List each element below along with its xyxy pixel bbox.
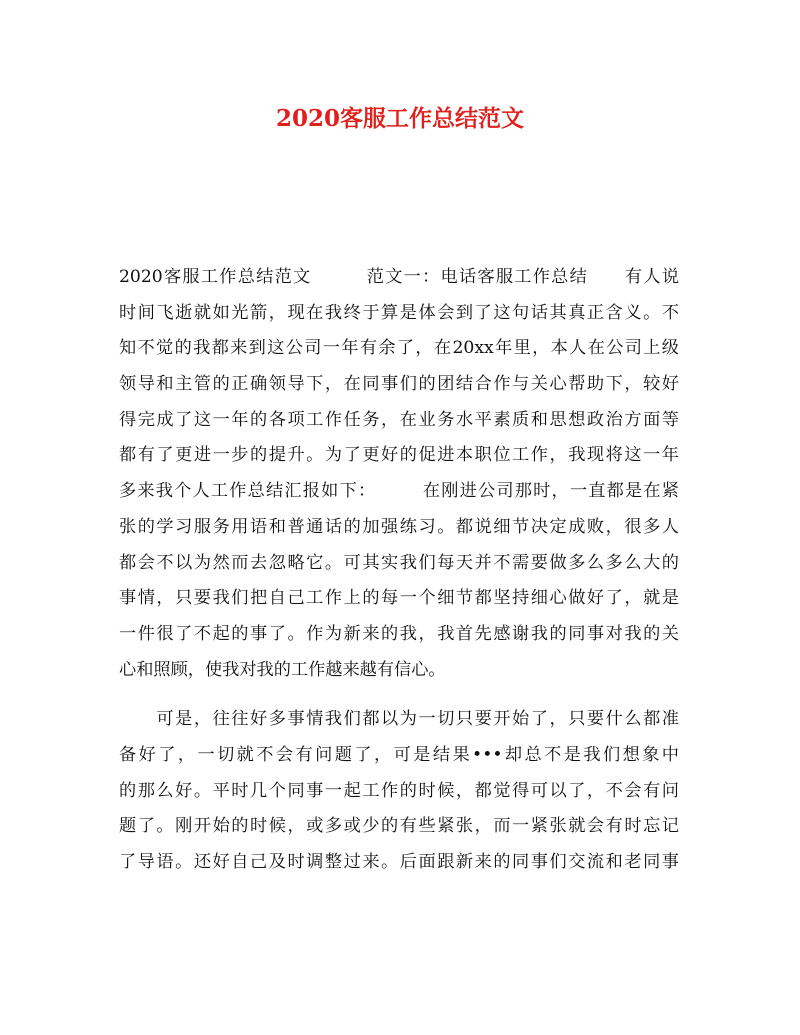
paragraph-2 [119,702,679,880]
text-line: 时间飞逝就如光箭，现在我终于算是体会到了这句话其真正含义。不 [119,302,679,323]
text-line: 都会不以为然而去忽略它。可其实我们每天并不需要做多么多么大的 [119,552,679,573]
text-line: 领导和主管的正确领导下，在同事们的团结合作与关心帮助下，较好 [119,374,679,395]
text-line: 题了。刚开始的时候，或多或少的有些紧张，而一紧张就会有时忘记 [119,816,679,837]
text-line: 心和照顾，使我对我的工作越来越有信心。 [119,659,446,680]
text-line: 备好了，一切就不会有问题了，可是结果•••却总不是我们想象中 [119,744,679,765]
text-line: 都有了更进一步的提升。为了更好的促进本职位工作，我现将这一年 [119,445,679,466]
paragraph-1 [119,260,679,688]
text-line: 得完成了这一年的各项工作任务，在业务水平素质和思想政治方面等 [119,409,679,430]
paragraph-gap [119,688,679,702]
text-line: 可是，往往好多事情我们都以为一切只要开始了，只要什么都准 [119,709,679,730]
text-line: 事情，只要我们把自己工作上的每一个细节都坚持细心做好了，就是 [119,588,679,609]
text-line: 张的学习服务用语和普通话的加强练习。都说细节决定成败，很多人 [119,516,679,537]
document-body [119,260,679,881]
text-line: 多来我个人工作总结汇报如下： 在刚进公司那时，一直都是在紧 [119,481,679,502]
text-line: 的那么好。平时几个同事一起工作的时候，都觉得可以了，不会有问 [119,780,679,801]
text-line: 知不觉的我都来到这公司一年有余了，在20xx年里，本人在公司上级 [119,338,679,359]
text-line: 2020客服工作总结范文 范文一：电话客服工作总结 有人说 [119,267,679,287]
text-line: 一件很了不起的事了。作为新来的我，我首先感谢我的同事对我的关 [119,623,679,644]
text-line: 了导语。还好自己及时调整过来。后面跟新来的同事们交流和老同事 [119,852,679,872]
document-title: 2020客服工作总结范文 [275,105,524,132]
